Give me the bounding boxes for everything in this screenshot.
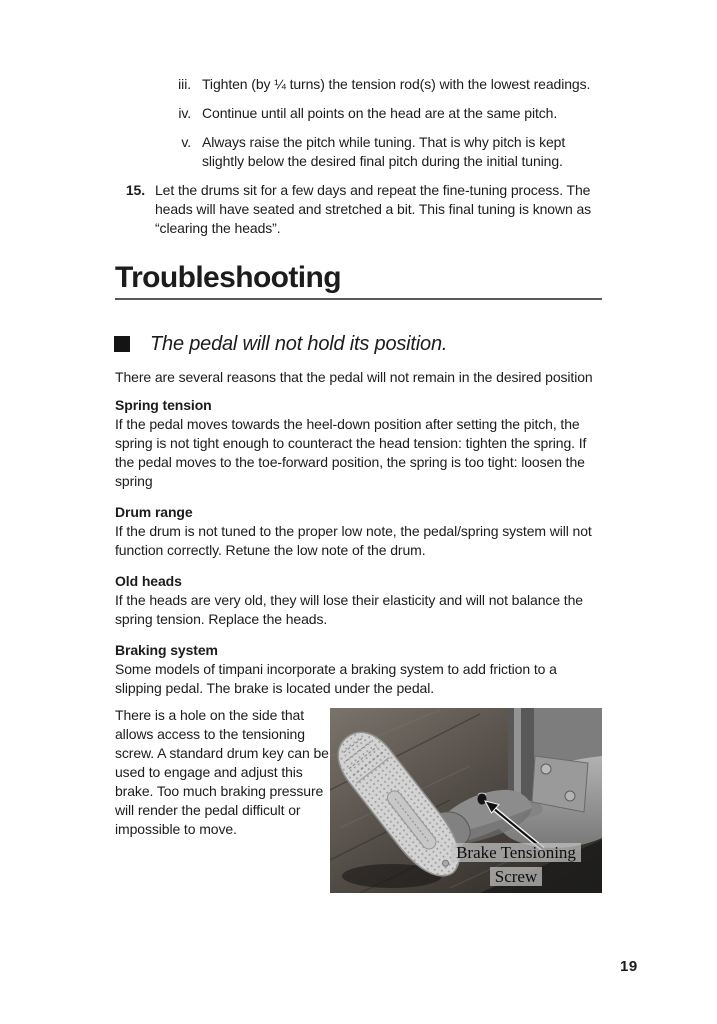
issue-heading-row	[115, 332, 602, 356]
list-marker: 15.	[125, 182, 145, 198]
page-content	[115, 75, 602, 893]
subsection-heading: Drum range	[115, 504, 193, 520]
section-braking-system	[115, 641, 602, 698]
pedal-photo-figure	[330, 708, 602, 893]
tuning-substeps-list	[115, 75, 602, 171]
list-item-text: Always raise the pitch while tuning. That is why pitch is kept slightly below the desired final pitch during the initial tuning.	[202, 134, 566, 169]
square-bullet-icon	[114, 336, 130, 352]
subsection-body: If the pedal moves towards the heel-down position after setting the pitch, the spring is not tight enough to counteract the head tension: tighten the spring. If the pedal moves to the toe-forward position, the spring is too tight: loosen the spring	[115, 416, 587, 489]
figure-caption	[441, 841, 591, 889]
list-item-iii	[115, 75, 602, 94]
section-spring-tension	[115, 396, 602, 491]
figure-row	[115, 706, 602, 893]
brake-access-paragraph: There is a hole on the side that allows access to the tensioning screw. A standard drum key can be used to engage and adjust this brake. Too much braking pressure will render the pedal difficult or impossible to move.	[115, 707, 329, 837]
subsection-body: If the drum is not tuned to the proper low note, the pedal/spring system will not function correctly. Retune the low note of the drum.	[115, 523, 592, 558]
list-marker: v.	[181, 134, 191, 150]
subsection-heading: Old heads	[115, 573, 182, 589]
subsection-heading: Spring tension	[115, 397, 212, 413]
list-marker: iv.	[178, 105, 191, 121]
heading-rule	[115, 298, 602, 300]
issue-title: The pedal will not hold its position.	[150, 333, 448, 355]
list-item-v	[115, 133, 602, 171]
list-marker: iii.	[178, 76, 191, 92]
list-item-text: Let the drums sit for a few days and repeat the fine-tuning process. The heads will have seated and stretched a bit. This final tuning is known as “clearing the heads”.	[155, 182, 592, 236]
section-old-heads	[115, 572, 602, 629]
list-item-text: Continue until all points on the head are at the same pitch.	[202, 105, 558, 121]
list-item-15	[115, 181, 602, 238]
subsection-body: If the heads are very old, they will lose their elasticity and will not balance the spring tension. Replace the heads.	[115, 592, 583, 627]
intro-paragraph: There are several reasons that the pedal will not remain in the desired position	[115, 369, 593, 385]
page-number: 19	[620, 958, 638, 975]
figure-caption-text: Brake Tensioning Screw	[451, 843, 581, 886]
subsection-heading: Braking system	[115, 642, 218, 658]
list-item-iv	[115, 104, 602, 123]
section-drum-range	[115, 503, 602, 560]
subsection-body: Some models of timpani incorporate a braking system to add friction to a slipping pedal. The brake is located under the pedal.	[115, 661, 557, 696]
section-title: Troubleshooting	[115, 261, 341, 294]
list-item-text: Tighten (by ¼ turns) the tension rod(s) with the lowest readings.	[202, 76, 591, 92]
